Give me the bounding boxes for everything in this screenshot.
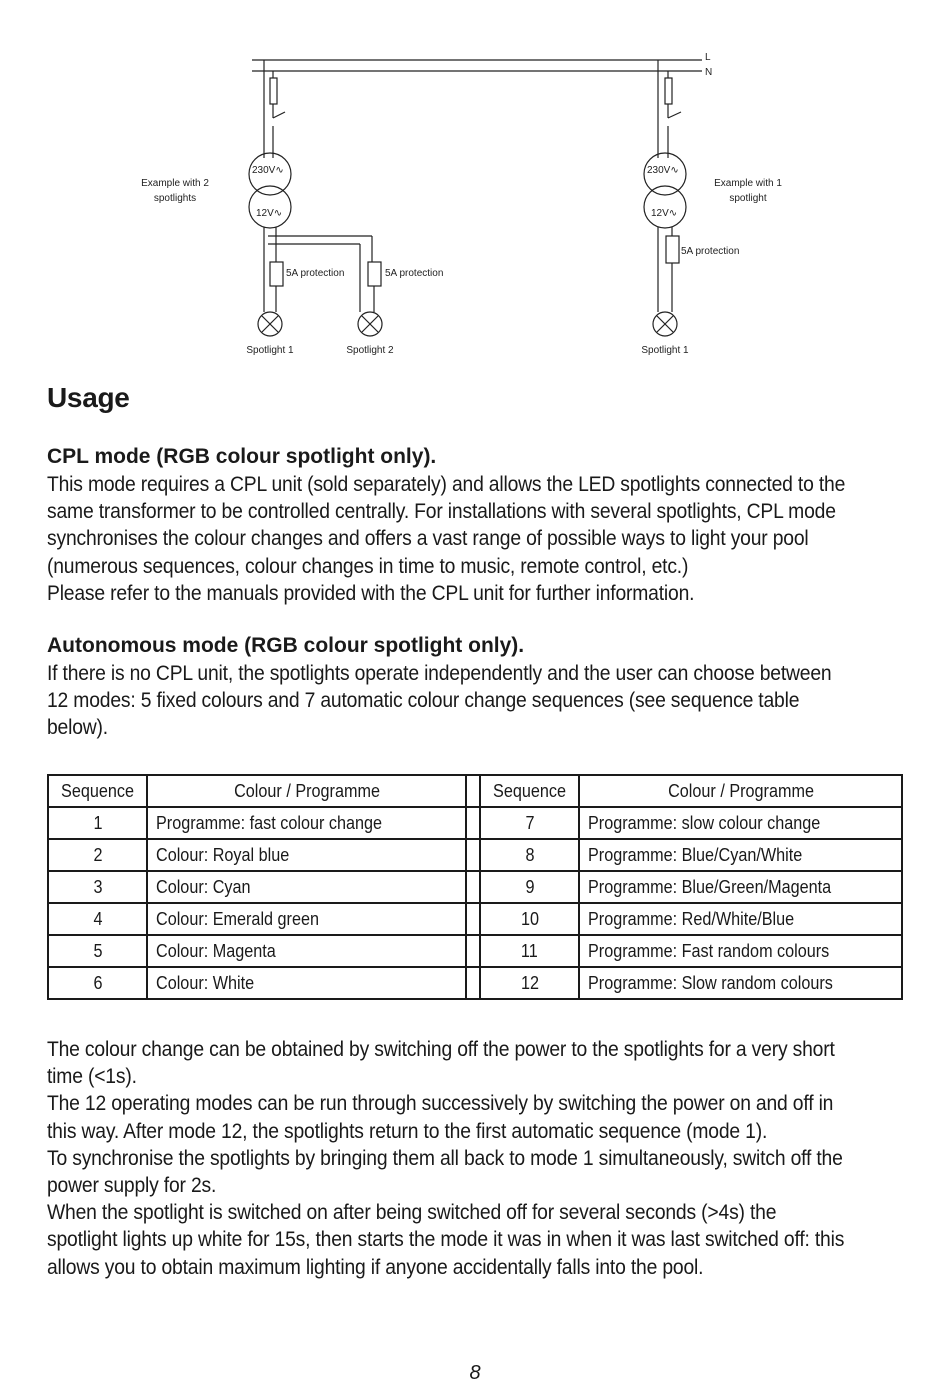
switch-left: [273, 112, 285, 118]
right-example-line1: Example with 1: [714, 178, 782, 189]
notes-line: To synchronise the spotlights by bringing them all back to mode 1 simultaneously, switch off the: [47, 1146, 843, 1170]
table-gap: [466, 967, 480, 999]
colour-cell: Programme: Slow random colours: [579, 967, 902, 999]
colour-cell: Colour: Magenta: [147, 935, 466, 967]
table-row: [48, 871, 902, 903]
cpl-line: same transformer to be controlled centrally. For installations with several spotlights, CPL mode: [47, 500, 836, 524]
header-sequence-left: Sequence: [48, 775, 147, 807]
cpl-paragraph: [47, 471, 907, 607]
notes-line: allows you to obtain maximum lighting if anyone accidentally falls into the pool.: [47, 1255, 704, 1279]
sequence-cell: 7: [480, 807, 579, 839]
left-primary-voltage: 230V∿: [252, 165, 284, 176]
colour-cell: Programme: slow colour change: [579, 807, 902, 839]
notes-line: spotlight lights up white for 15s, then starts the mode it was in when it was last switched off: this: [47, 1228, 845, 1252]
spotlight-2-label: Spotlight 2: [346, 345, 394, 356]
sequence-cell: 8: [480, 839, 579, 871]
sequence-cell: 9: [480, 871, 579, 903]
left-secondary-voltage: 12V∿: [256, 208, 283, 219]
usage-title: Usage: [47, 382, 130, 413]
sequence-cell: 1: [48, 807, 147, 839]
sequence-cell: 3: [48, 871, 147, 903]
notes-paragraph: [47, 1036, 907, 1281]
notes-section: [47, 1036, 905, 1281]
notes-line: The colour change can be obtained by switching off the power to the spotlights for a very short: [47, 1038, 835, 1061]
table-row: [48, 807, 902, 839]
sequence-cell: 4: [48, 903, 147, 935]
cpl-line: This mode requires a CPL unit (sold separately) and allows the LED spotlights connected to the: [47, 473, 846, 496]
spotlight-1-left-label: Spotlight 1: [246, 345, 294, 356]
colour-cell: Colour: Cyan: [147, 871, 466, 903]
notes-line: When the spotlight is switched on after being switched off for several seconds (>4s) the: [47, 1201, 777, 1225]
header-colour-right: Colour / Programme: [579, 775, 902, 807]
table-gap: [466, 935, 480, 967]
colour-cell: Colour: Royal blue: [147, 839, 466, 871]
transformer-left-secondary: [249, 186, 291, 228]
table-gap: [466, 807, 480, 839]
autonomous-line: 12 modes: 5 fixed colours and 7 automatic colour change sequences (see sequence table: [47, 689, 800, 713]
table-gap: [466, 839, 480, 871]
table-gap: [466, 775, 480, 807]
left-example-line2: spotlights: [153, 193, 197, 204]
table-row: [48, 935, 902, 967]
cpl-line: synchronises the colour changes and offers a vast range of possible ways to light your pool: [47, 527, 809, 551]
sequence-cell: 12: [480, 967, 579, 999]
transformer-right-secondary: [644, 186, 686, 228]
autonomous-paragraph: [47, 660, 907, 742]
header-sequence-right: Sequence: [480, 775, 579, 807]
notes-line: this way. After mode 12, the spotlights return to the first automatic sequence (mode 1).: [47, 1119, 768, 1143]
notes-line: The 12 operating modes can be run through successively by switching the power on and off in: [47, 1092, 834, 1116]
autonomous-section: [47, 632, 905, 742]
right-primary-voltage: 230V∿: [647, 165, 679, 176]
autonomous-line: If there is no CPL unit, the spotlights operate independently and the user can choose between: [47, 662, 832, 685]
colour-cell: Programme: fast colour change: [147, 807, 466, 839]
cpl-section: [47, 443, 905, 607]
cpl-line: (numerous sequences, colour changes in time to music, remote control, etc.): [47, 554, 689, 578]
left-protection-1: 5A protection: [286, 268, 345, 279]
table-header-row: [48, 775, 902, 807]
sequence-cell: 2: [48, 839, 147, 871]
header-colour-left: Colour / Programme: [147, 775, 466, 807]
table-row: [48, 967, 902, 999]
notes-line: time (<1s).: [47, 1065, 137, 1089]
page-number: 8: [469, 1362, 481, 1384]
left-example-line1: Example with 2: [141, 178, 209, 189]
table-gap: [466, 903, 480, 935]
switch-right: [668, 112, 681, 118]
table-row: [48, 839, 902, 871]
table-gap: [466, 871, 480, 903]
colour-cell: Programme: Blue/Cyan/White: [579, 839, 902, 871]
sequence-table: [47, 774, 903, 1000]
left-protection-2: 5A protection: [385, 268, 444, 279]
right-protection: 5A protection: [681, 246, 740, 257]
sequence-cell: 6: [48, 967, 147, 999]
spotlight-1-right-label: Spotlight 1: [641, 345, 689, 356]
table-row: [48, 903, 902, 935]
sequence-cell: 11: [480, 935, 579, 967]
cpl-line: Please refer to the manuals provided with the CPL unit for further information.: [47, 581, 695, 605]
autonomous-line: below).: [47, 716, 108, 740]
colour-cell: Colour: White: [147, 967, 466, 999]
wiring-diagram: [0, 0, 950, 370]
colour-cell: Colour: Emerald green: [147, 903, 466, 935]
colour-cell: Programme: Blue/Green/Magenta: [579, 871, 902, 903]
label-n: N: [705, 67, 713, 78]
autonomous-heading: Autonomous mode (RGB colour spotlight only).: [47, 634, 525, 657]
cpl-heading: CPL mode (RGB colour spotlight only).: [47, 445, 437, 468]
notes-line: power supply for 2s.: [47, 1174, 217, 1198]
sequence-cell: 5: [48, 935, 147, 967]
right-example-line2: spotlight: [729, 193, 767, 204]
label-l: L: [705, 52, 711, 63]
sequence-cell: 10: [480, 903, 579, 935]
right-secondary-voltage: 12V∿: [651, 208, 678, 219]
colour-cell: Programme: Red/White/Blue: [579, 903, 902, 935]
colour-cell: Programme: Fast random colours: [579, 935, 902, 967]
